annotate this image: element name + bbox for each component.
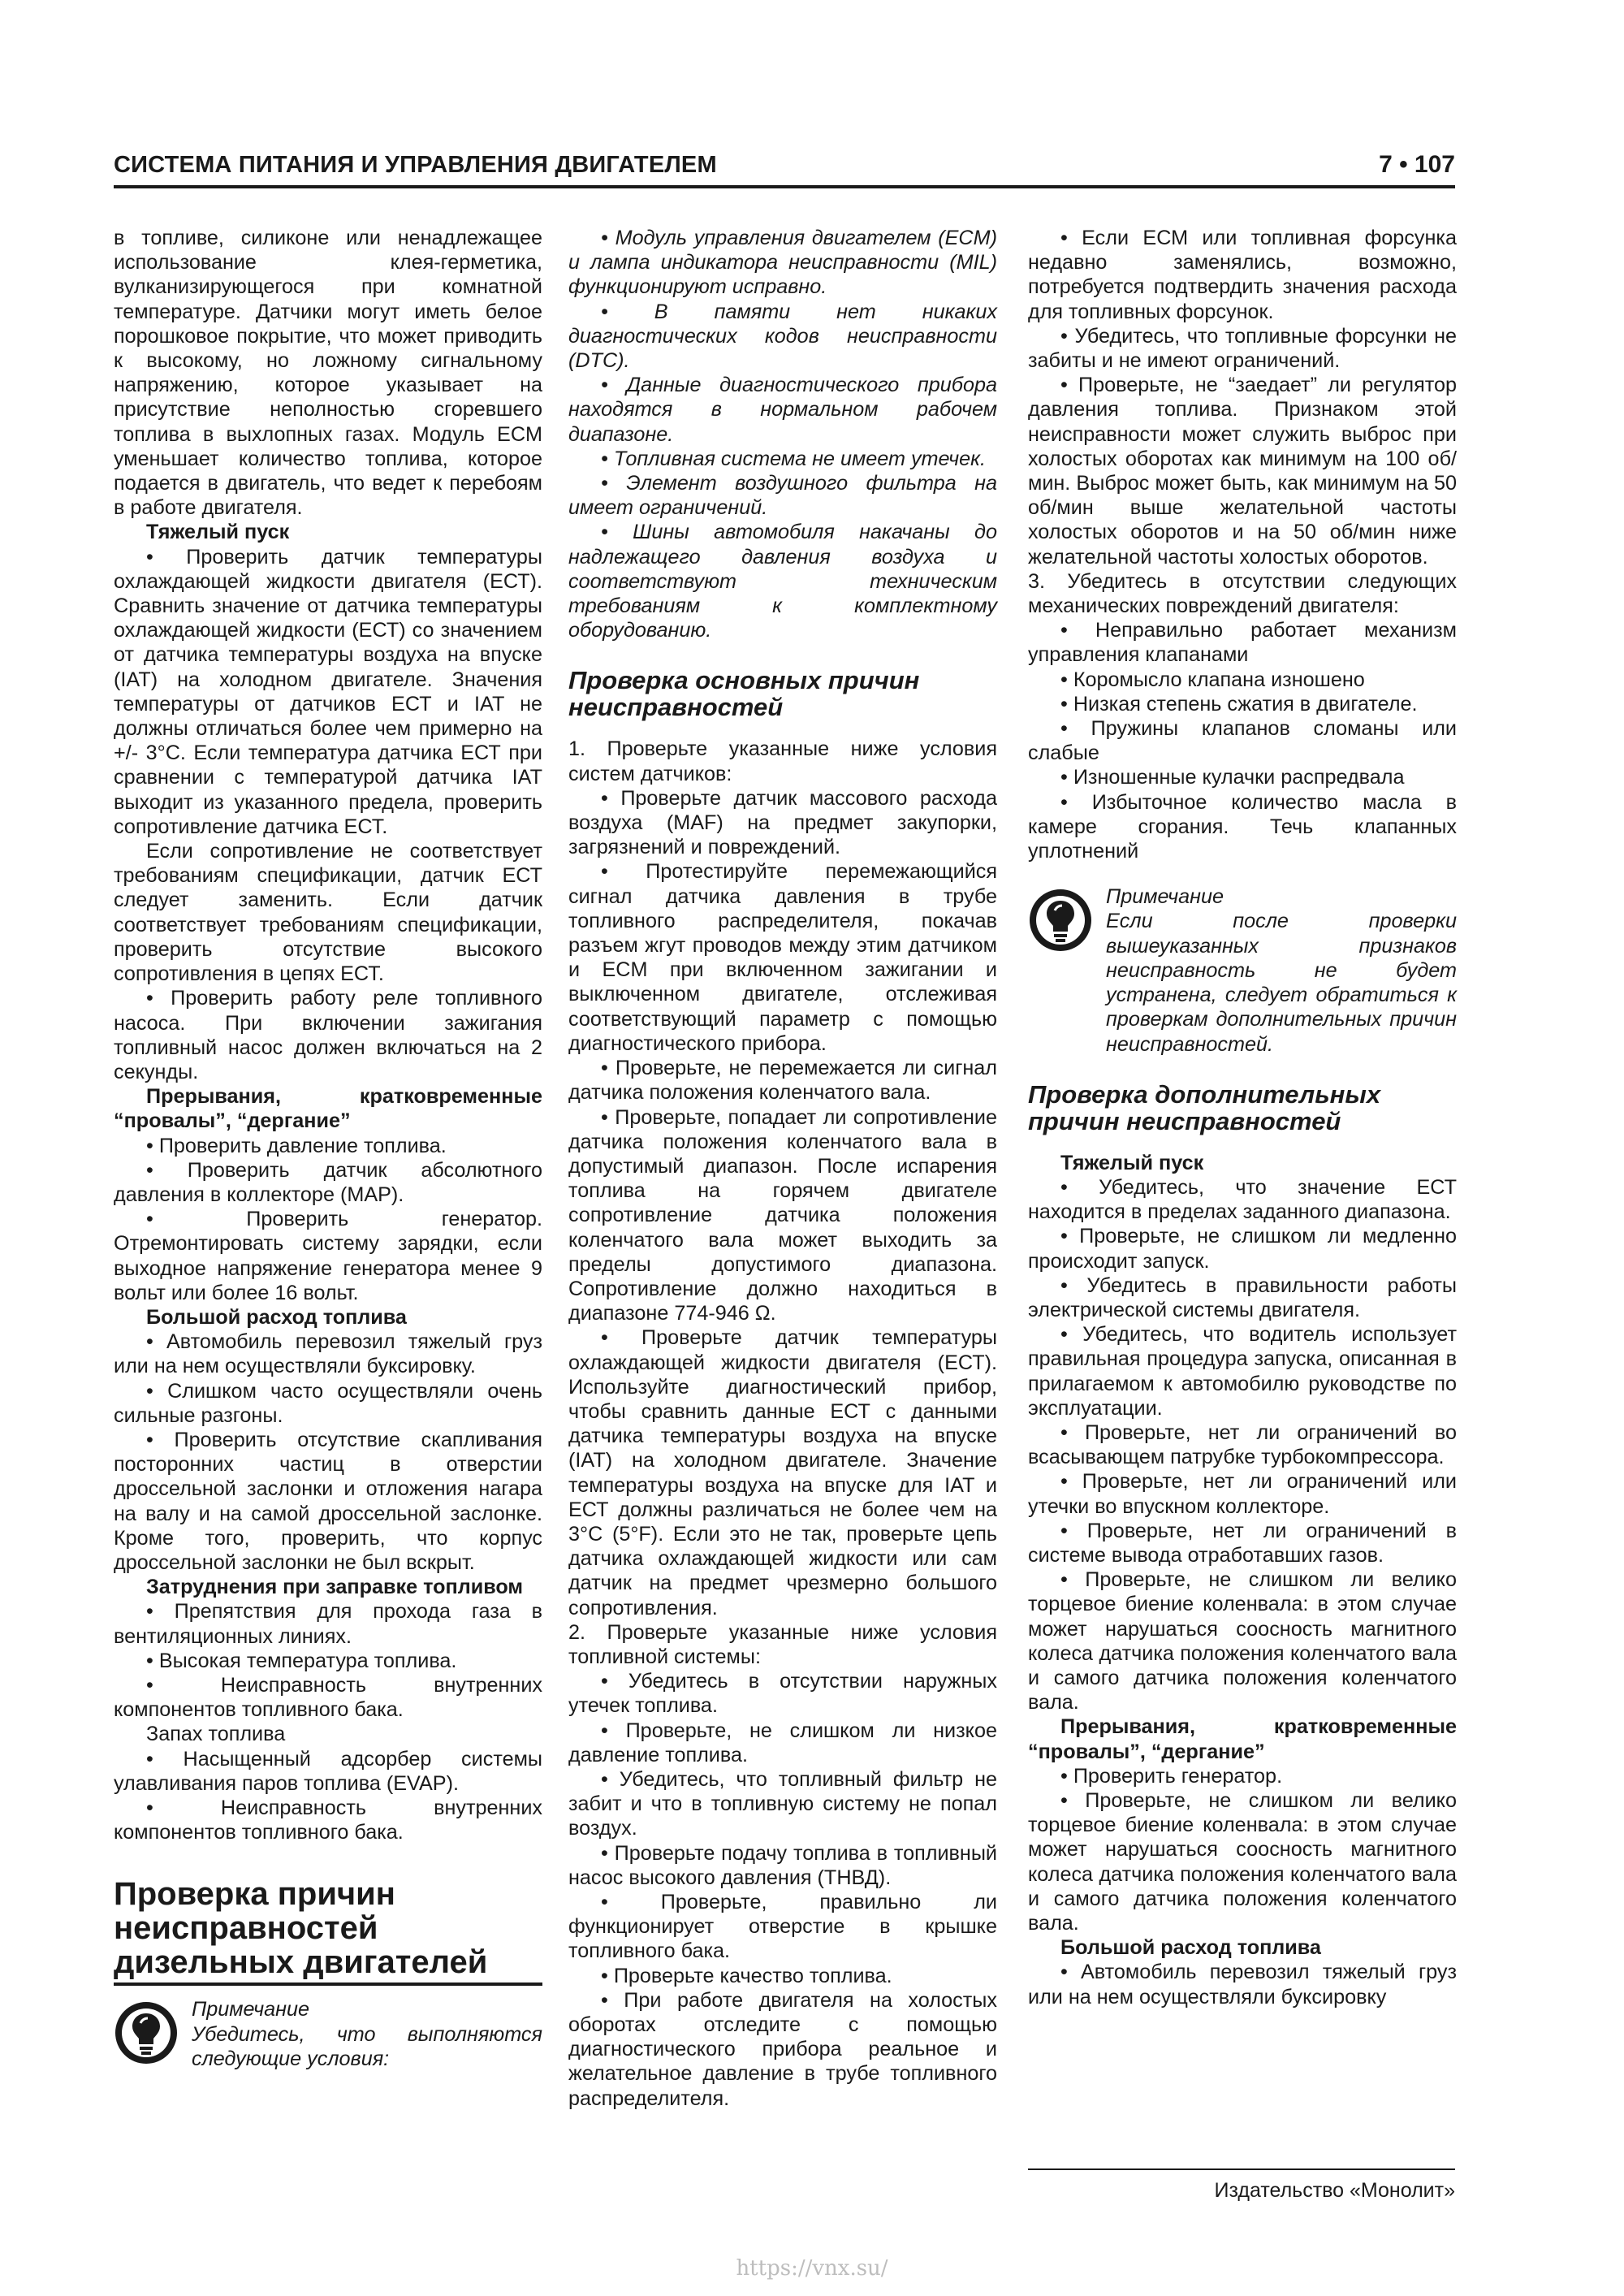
list-item: • Убедитесь, что топливный фильтр не забит и что в топливную систему не попал воздух. — [568, 1767, 997, 1840]
list-item: • Проверьте, нет ли ограничений или утечки во впускном коллекторе. — [1028, 1470, 1457, 1518]
list-item: • Убедитесь, что топливные форсунки не забиты и не имеют ограничений. — [1028, 324, 1457, 373]
subheading-fuel-consumption: Большой расход топлива — [146, 1305, 407, 1329]
list-item: • Проверьте, не слишком ли велико торцевое биение коленвала: в этом случае может нарушаться соосность магнитного колеса датчика положения коленчатого вала и самого датчика положения коленчатого вала. — [1028, 1788, 1457, 1935]
column-3 — [1028, 226, 1457, 2009]
list-item: • Проверьте, не слишком ли велико торцевое биение коленвала: в этом случае может нарушаться соосность магнитного колеса датчика положения коленчатого вала и самого датчика положения коленчатого вала. — [1028, 1568, 1457, 1714]
list-item: • Проверить работу реле топливного насоса. При включении зажигания топливный насос должен включаться на 2 секунды. — [114, 987, 542, 1083]
note-label: Примечание — [1106, 885, 1224, 909]
subheading-interruptions: Прерывания, кратковременные “провалы”, “дергание” — [114, 1085, 542, 1133]
section-heading-additional-causes: Проверка дополнительных причин неисправностей — [1028, 1079, 1381, 1135]
subheading-fuel-smell: Запах топлива — [146, 1723, 286, 1746]
list-item: • Проверьте, не “заедает” ли регулятор давления топлива. Признаком этой неисправности может служить выброс при холостых оборотах как минимум на 100 об/мин. Выброс может быть, как минимум на 50 об/мин выше желательной частоты холостых оборотов и на 50 об/мин ниже желательной частоты холостых оборотов. — [1028, 374, 1457, 569]
subheading-hard-start: Тяжелый пуск — [1060, 1151, 1204, 1174]
list-item: • Проверьте, не слишком ли медленно происходит запуск. — [1028, 1225, 1457, 1273]
list-item: • Проверьте датчик температуры охлаждающей жидкости двигателя (ЕСТ). Используйте диагностический прибор, чтобы сравнить данные ЕСТ с данными датчика температуры воздуха на впуске (IAT) на холодном двигателе. Значение температуры воздуха на впуске для IAT и ЕСТ должны различаться не более чем на 3°С (5°F). Если это не так, проверьте цепь датчика охлаждающей жидкости или сам датчик на предмет чрезмерно большого сопротивления. — [568, 1326, 997, 1619]
section-title: СИСТЕМА ПИТАНИЯ И УПРАВЛЕНИЯ ДВИГАТЕЛЕМ — [114, 152, 717, 178]
list-item: • Проверить генератор. — [1060, 1764, 1283, 1788]
list-item: • Проверить датчик абсолютного давления в коллекторе (MAP). — [114, 1158, 542, 1206]
paragraph: в топливе, силиконе или ненадлежащее использование клея-герметика, вулканизирующегося при комнатной температуре. Датчики могут иметь белое порошковое покрытие, что может приводить к высокому, но ложному сигнальному напряжению, которое указывает на присутствие неполностью сгоревшего топлива в выхлопных газах. Модуль ECM уменьшает количество топлива, которое подается в двигатель, что ведет к перебоям в работе двигателя. — [114, 227, 542, 520]
column-1 — [114, 226, 542, 2079]
list-item: • Шины автомобиля накачаны до надлежащего давления воздуха и соответствуют техническим требованиям к комплектному оборудованию. — [568, 521, 997, 642]
list-item: • Если ЕСМ или топливная форсунка недавно заменялись, возможно, потребуется подтвердить значения расхода для топливных форсунок. — [1028, 227, 1457, 323]
lightbulb-icon — [1028, 888, 1093, 953]
list-item: • Проверить генератор. Отремонтировать систему зарядки, если выходное напряжение генератора менее 9 вольт или более 16 вольт. — [114, 1208, 542, 1304]
list-item: • Проверьте, нет ли ограничений в системе вывода отработавших газов. — [1028, 1519, 1457, 1567]
list-item: • Протестируйте перемежающийся сигнал датчика давления в трубе топливного распределителя, покачав разъем жгут проводов между этим датчиком и ECM при включенном зажигании и выключенном двигателе, отслеживая соответствующий параметр с помощью диагностического прибора. — [568, 860, 997, 1055]
list-item: • Слишком часто осуществляли очень сильные разгоны. — [114, 1379, 542, 1427]
subheading-hard-start: Тяжелый пуск — [146, 521, 290, 544]
numbered-step: 3. Убедитесь в отсутствии следующих механических повреждений двигателя: — [1028, 569, 1457, 618]
list-item: • Проверить давление топлива. — [146, 1134, 447, 1157]
list-item: • Проверьте, правильно ли функционирует отверстие в крышке топливного бака. — [568, 1891, 997, 1963]
page-number: 7 • 107 — [1379, 151, 1455, 178]
list-item: • Насыщенный адсорбер системы улавливания паров топлива (EVAP). — [114, 1747, 542, 1795]
watermark-url: https://vnx.su/ — [736, 2256, 888, 2281]
lightbulb-icon — [114, 2000, 179, 2065]
section-heading-diesel: Проверка причин неисправностей дизельных двигателей — [114, 1877, 542, 1986]
note-text: Убедитесь, что выполняются следующие условия: — [192, 2022, 542, 2070]
publisher-credit: Издательство «Монолит» — [1214, 2179, 1455, 2202]
paragraph: Если сопротивление не соответствует требованиям спецификации, датчик ЕСТ следует заменить. Если датчик соответствует требованиям спецификации, проверить отсутствие высокого сопротивления в цепях ЕСТ. — [114, 840, 542, 986]
list-item: • Проверьте, не перемежается ли сигнал датчика положения коленчатого вала. — [568, 1057, 997, 1105]
list-item: • Коромысло клапана изношено — [1060, 668, 1365, 691]
list-item: • Проверить отсутствие скапливания посторонних частиц в отверстии дроссельной заслонки и отложения нагара на валу и на самой дроссельной заслонке. Кроме того, проверить, что корпус дроссельной заслонки не был вскрыт. — [114, 1428, 542, 1574]
note-text: Если после проверки вышеуказанных признаков неисправность не будет устранена, следует обратиться к проверкам дополнительных причин неисправностей. — [1106, 910, 1457, 1056]
subheading-fuel-consumption: Большой расход топлива — [1060, 1936, 1321, 1960]
list-item: • Проверьте подачу топлива в топливный насос высокого давления (ТНВД). — [568, 1841, 997, 1889]
list-item: • Убедитесь, что значение ЕСТ находится в пределах заданного диапазона. — [1028, 1175, 1457, 1224]
note-label: Примечание — [192, 1998, 310, 2021]
list-item: • Проверить датчик температуры охлаждающей жидкости двигателя (ЕСТ). Сравнить значение от датчика температуры охлаждающей жидкости (ЕСТ) со значением от датчика температуры воздуха на впуске (IAT) на холодном двигателе. Значения температуры от датчиков ЕСТ и IAT не должны отличаться более чем примерно на +/- 3°С. Если температура датчика ЕСТ при сравнении с температурой датчика IAT выходит из указанного предела, проверить сопротивление датчика ЕСТ. — [114, 545, 542, 838]
list-item: • Автомобиль перевозил тяжелый груз или на нем осуществляли буксировку. — [114, 1330, 542, 1378]
list-item: • Неисправность внутренних компонентов топливного бака. — [114, 1797, 542, 1844]
list-item: • Неправильно работает механизм управления клапанами — [1028, 619, 1457, 667]
numbered-step: 1. Проверьте указанные ниже условия систем датчиков: — [568, 737, 997, 785]
note-box — [114, 1997, 542, 2071]
list-item: • Проверьте датчик массового расхода воздуха (MAF) на предмет закупорки, загрязнений и повреждений. — [568, 786, 997, 859]
list-item: • Топливная система не имеет утечек. — [601, 447, 987, 470]
list-item: • Элемент воздушного фильтра на имеет ограничений. — [568, 472, 997, 520]
list-item: • Проверьте качество топлива. — [601, 1964, 892, 1987]
subheading-refueling: Затруднения при заправке топливом — [146, 1576, 524, 1599]
list-item: • Модуль управления двигателем (ECM) и лампа индикатора неисправности (MIL) функционируют исправно. — [568, 227, 997, 299]
column-2 — [568, 226, 997, 2111]
section-heading-main-causes: Проверка основных причин неисправностей — [568, 666, 920, 722]
footer-divider — [1028, 2168, 1455, 2170]
list-item: • Автомобиль перевозил тяжелый груз или на нем осуществляли буксировку — [1028, 1961, 1457, 2008]
list-item: • Неисправность внутренних компонентов топливного бака. — [114, 1673, 542, 1722]
list-item: • Пружины клапанов сломаны или слабые — [1028, 717, 1457, 765]
list-item: • Избыточное количество масла в камере сгорания. Течь клапанных уплотнений — [1028, 790, 1457, 863]
list-item: • Проверьте, не слишком ли низкое давление топлива. — [568, 1719, 997, 1766]
list-item: • Низкая степень сжатия в двигателе. — [1060, 692, 1418, 716]
list-item: • Проверьте, попадает ли сопротивление датчика положения коленчатого вала в допустимый диапазон. После испарения топлива на горячем двигателе сопротивление датчика положения коленчатого вала может выходить за пределы допустимого диапазона. Сопротивление должно находиться в диапазоне 774-946 Ω. — [568, 1105, 997, 1325]
list-item: • В памяти нет никаких диагностических кодов неисправности (DTC). — [568, 300, 997, 373]
note-box — [1028, 884, 1457, 1056]
list-item: • Убедитесь, что водитель использует правильная процедура запуска, описанная в прилагаемом к автомобилю руководстве по эксплуатации. — [1028, 1323, 1457, 1420]
list-item: • Убедитесь в правильности работы электрической системы двигателя. — [1028, 1273, 1457, 1321]
list-item: • При работе двигателя на холостых оборотах отследите с помощью диагностического прибора реальное и желательное давление в трубе топливного распределителя. — [568, 1988, 997, 2110]
list-item: • Изношенные кулачки распредвала — [1060, 766, 1405, 789]
list-item: • Высокая температура топлива. — [146, 1649, 457, 1672]
list-item: • Проверьте, нет ли ограничений во всасывающем патрубке турбокомпрессора. — [1028, 1420, 1457, 1469]
page-header — [114, 145, 1455, 188]
list-item: • Убедитесь в отсутствии наружных утечек топлива. — [568, 1670, 997, 1718]
numbered-step: 2. Проверьте указанные ниже условия топливной системы: — [568, 1620, 997, 1668]
list-item: • Данные диагностического прибора находятся в нормальном рабочем диапазоне. — [568, 374, 997, 446]
subheading-interruptions: Прерывания, кратковременные “провалы”, “дергание” — [1028, 1715, 1457, 1763]
list-item: • Препятствия для прохода газа в вентиляционных линиях. — [114, 1600, 542, 1648]
